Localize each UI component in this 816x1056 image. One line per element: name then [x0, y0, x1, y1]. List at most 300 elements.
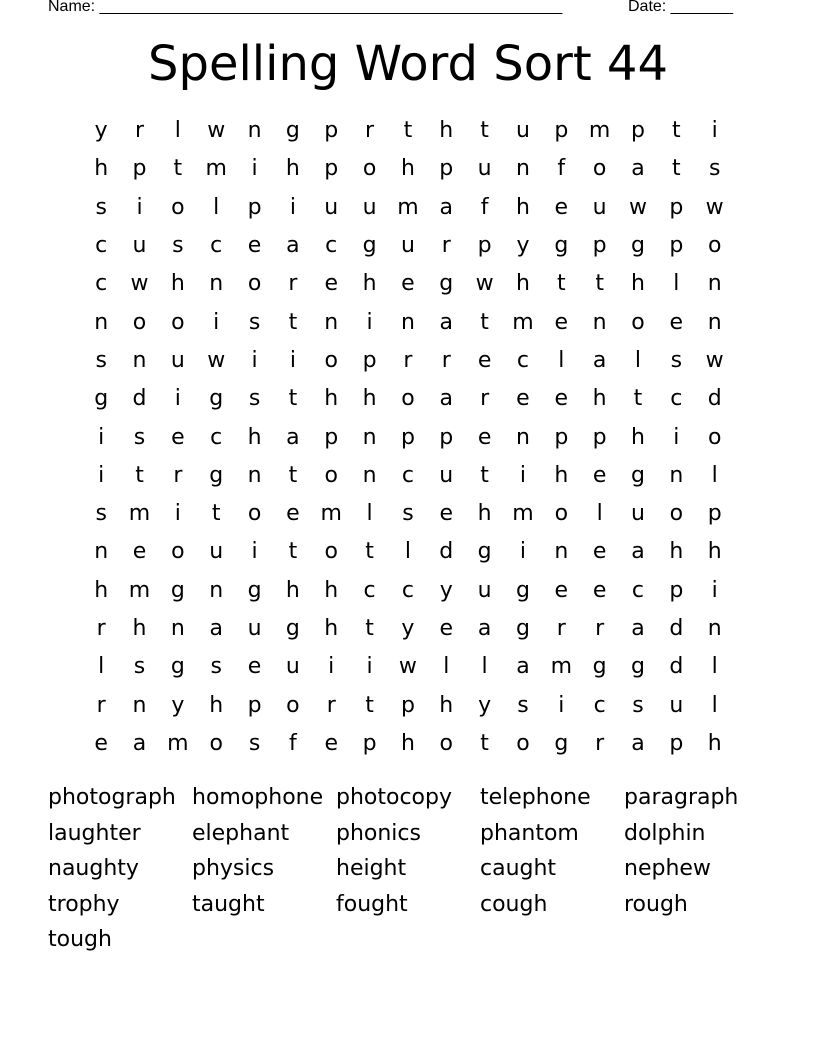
grid-letter: p — [669, 577, 684, 603]
grid-letter: s — [95, 347, 107, 373]
grid-letter: y — [516, 233, 530, 259]
grid-letter: w — [398, 654, 417, 680]
grid-letter: n — [515, 424, 530, 450]
grid-letter: p — [400, 424, 415, 450]
grid-letter: l — [213, 194, 220, 220]
grid-letter: h — [631, 424, 645, 450]
grid-letter: g — [439, 271, 454, 297]
grid-letter: e — [592, 539, 607, 565]
grid-letter: y — [171, 692, 185, 718]
grid-letter: o — [286, 692, 300, 718]
grid-letter: p — [362, 730, 377, 756]
grid-letter: e — [592, 577, 607, 603]
grid-letter: n — [324, 309, 339, 335]
grid-letter: o — [209, 730, 223, 756]
grid-letter: t — [173, 156, 183, 182]
date-field-line: Date: _______ — [628, 0, 733, 15]
grid-letter: i — [251, 539, 258, 565]
grid-letter: s — [172, 233, 184, 259]
grid-letter: r — [134, 118, 145, 144]
grid-letter: g — [592, 654, 607, 680]
grid-letter: t — [556, 271, 566, 297]
grid-letter: h — [707, 539, 722, 565]
grid-letter: u — [132, 233, 147, 259]
grid-letter: u — [515, 118, 530, 144]
grid-letter: o — [707, 233, 722, 259]
grid-letter: u — [324, 194, 339, 220]
page-title: Spelling Word Sort 44 — [148, 36, 668, 92]
grid-letter: n — [515, 156, 530, 182]
grid-letter: h — [592, 386, 607, 412]
grid-letter: c — [516, 347, 529, 373]
word-list-item: caught — [480, 856, 557, 882]
grid-letter: m — [588, 118, 611, 144]
grid-letter: i — [174, 386, 181, 412]
grid-letter: g — [170, 577, 185, 603]
grid-letter: h — [247, 424, 262, 450]
grid-letter: l — [596, 501, 603, 527]
grid-letter: s — [133, 424, 146, 450]
grid-letter: p — [324, 118, 339, 144]
grid-letter: c — [593, 692, 606, 718]
word-list-item: fought — [336, 891, 408, 917]
grid-letter: s — [248, 386, 261, 412]
grid-row — [82, 457, 734, 495]
grid-letter: o — [171, 539, 185, 565]
grid-letter: h — [132, 616, 147, 641]
grid-letter: e — [324, 730, 338, 756]
grid-letter: h — [209, 692, 224, 718]
grid-letter: l — [98, 654, 105, 680]
grid-letter: h — [669, 539, 684, 565]
grid-letter: a — [631, 539, 645, 565]
grid-row — [82, 572, 734, 610]
grid-letter: e — [286, 501, 300, 527]
grid-letter: m — [205, 156, 227, 182]
grid-letter: m — [512, 501, 534, 527]
grid-letter: o — [171, 194, 185, 220]
grid-letter: e — [516, 386, 530, 412]
grid-letter: h — [362, 271, 377, 297]
grid-letter: n — [94, 539, 109, 565]
grid-letter: l — [634, 347, 642, 373]
grid-letter: a — [286, 424, 300, 450]
grid-letter: c — [210, 233, 223, 259]
grid-letter: u — [477, 156, 492, 182]
grid-letter: r — [173, 462, 183, 488]
word-list — [48, 780, 768, 958]
grid-letter: t — [672, 118, 681, 144]
grid-letter: r — [595, 730, 605, 756]
word-list-item: laughter — [48, 820, 141, 846]
grid-letter: e — [247, 233, 262, 259]
word-list-item: photocopy — [336, 785, 452, 811]
grid-letter: h — [324, 386, 339, 412]
grid-letter: h — [94, 156, 109, 182]
grid-letter: c — [95, 271, 108, 297]
grid-letter: h — [400, 730, 415, 756]
grid-letter: p — [400, 692, 415, 718]
grid-letter: p — [362, 347, 377, 373]
grid-letter: e — [171, 424, 185, 450]
grid-letter: o — [516, 730, 530, 756]
grid-letter: o — [707, 424, 722, 450]
grid-letter: o — [247, 501, 262, 527]
grid-letter: i — [98, 424, 105, 450]
grid-letter: t — [211, 501, 221, 527]
grid-letter: n — [247, 462, 262, 488]
word-row — [48, 851, 768, 887]
grid-letter: p — [477, 233, 492, 259]
grid-letter: g — [285, 616, 300, 641]
grid-letter: i — [366, 309, 373, 335]
grid-letter: e — [554, 194, 569, 220]
grid-letter: p — [439, 156, 454, 182]
grid-letter: l — [404, 539, 411, 565]
grid-letter: a — [286, 233, 300, 259]
grid-letter: u — [170, 347, 185, 373]
grid-letter: e — [669, 309, 684, 335]
grid-letter: h — [324, 616, 339, 641]
grid-letter: y — [439, 577, 453, 603]
grid-letter: c — [670, 386, 683, 412]
grid-row — [82, 227, 734, 265]
grid-letter: a — [209, 616, 223, 641]
grid-letter: u — [439, 462, 454, 488]
grid-letter: t — [480, 309, 489, 335]
grid-letter: w — [705, 347, 724, 373]
grid-letter: o — [324, 539, 338, 565]
grid-letter: t — [288, 386, 298, 412]
word-row — [48, 887, 768, 923]
grid-letter: l — [711, 462, 718, 488]
word-list-item: taught — [192, 891, 265, 917]
grid-letter: s — [517, 692, 529, 718]
grid-letter: e — [94, 730, 108, 756]
grid-letter: l — [174, 118, 181, 144]
grid-letter: h — [439, 692, 454, 718]
word-list-item: naughty — [48, 856, 139, 882]
word-list-item: trophy — [48, 891, 120, 917]
grid-letter: g — [515, 577, 530, 603]
grid-row — [82, 380, 734, 418]
grid-letter: u — [477, 577, 492, 603]
grid-letter: t — [480, 118, 489, 144]
grid-letter: c — [401, 577, 414, 603]
grid-letter: i — [251, 156, 258, 182]
grid-letter: i — [673, 424, 680, 450]
grid-letter: h — [94, 577, 109, 603]
grid-letter: a — [132, 730, 147, 756]
grid-letter: u — [285, 654, 300, 680]
grid-letter: e — [592, 462, 607, 488]
grid-letter: e — [401, 271, 415, 297]
grid-letter: e — [477, 347, 492, 373]
grid-letter: m — [512, 309, 534, 335]
word-list-item: phonics — [336, 820, 421, 846]
grid-letter: r — [441, 233, 451, 259]
grid-letter: a — [439, 309, 453, 335]
grid-letter: r — [96, 692, 106, 718]
grid-letter: g — [285, 118, 300, 144]
grid-row — [82, 495, 734, 533]
grid-letter: n — [209, 271, 224, 297]
grid-letter: r — [480, 386, 490, 412]
grid-letter: u — [592, 194, 607, 220]
grid-letter: w — [207, 118, 226, 144]
grid-letter: s — [210, 654, 222, 680]
grid-letter: t — [480, 730, 489, 756]
grid-letter: e — [132, 539, 147, 565]
grid-row — [82, 265, 734, 303]
grid-letter: w — [130, 271, 149, 297]
grid-letter: t — [365, 692, 374, 718]
grid-letter: n — [669, 462, 684, 488]
grid-letter: o — [592, 156, 607, 182]
grid-letter: r — [441, 347, 451, 373]
grid-letter: s — [402, 501, 414, 527]
grid-letter: e — [554, 309, 569, 335]
grid-letter: m — [320, 501, 342, 527]
grid-letter: d — [669, 654, 684, 680]
grid-letter: s — [95, 194, 107, 220]
grid-letter: i — [213, 309, 220, 335]
grid-letter: i — [519, 462, 527, 488]
grid-letter: p — [592, 233, 607, 259]
grid-letter: w — [628, 194, 647, 220]
grid-letter: p — [324, 156, 339, 182]
grid-letter: o — [324, 462, 338, 488]
grid-letter: d — [707, 386, 722, 412]
grid-letter: y — [401, 616, 415, 641]
grid-letter: g — [554, 233, 569, 259]
grid-letter: i — [98, 462, 105, 488]
grid-letter: t — [288, 462, 298, 488]
grid-letter: m — [128, 577, 151, 603]
grid-letter: a — [439, 194, 453, 220]
grid-letter: i — [366, 654, 373, 680]
grid-letter: g — [477, 539, 492, 565]
grid-letter: e — [554, 386, 569, 412]
grid-row — [82, 418, 734, 456]
grid-letter: c — [95, 233, 108, 259]
grid-row — [82, 303, 734, 341]
grid-letter: p — [707, 501, 722, 527]
grid-row — [82, 725, 734, 763]
grid-letter: t — [403, 118, 413, 144]
grid-letter: d — [669, 616, 684, 641]
grid-letter: u — [209, 539, 224, 565]
grid-letter: r — [556, 616, 566, 641]
grid-letter: e — [247, 654, 262, 680]
grid-letter: o — [554, 501, 569, 527]
grid-letter: r — [96, 616, 106, 641]
grid-letter: g — [554, 730, 569, 756]
letter-grid — [82, 112, 734, 763]
grid-letter: o — [324, 347, 338, 373]
grid-letter: d — [439, 539, 454, 565]
word-list-item: homophone — [192, 785, 324, 811]
grid-letter: p — [554, 424, 569, 450]
grid-letter: u — [631, 501, 645, 527]
grid-letter: o — [171, 309, 185, 335]
grid-letter: g — [209, 462, 224, 488]
grid-letter: i — [519, 539, 527, 565]
grid-letter: p — [631, 118, 645, 144]
grid-letter: h — [477, 501, 492, 527]
word-list-item: physics — [192, 856, 275, 882]
grid-letter: p — [132, 156, 147, 182]
grid-letter: p — [439, 424, 454, 450]
grid-letter: g — [631, 233, 645, 259]
grid-letter: u — [247, 616, 262, 641]
word-list-item: tough — [48, 927, 112, 953]
grid-letter: i — [174, 501, 181, 527]
word-list-item: elephant — [192, 820, 290, 846]
word-row — [48, 922, 768, 958]
grid-letter: i — [289, 347, 296, 373]
grid-letter: n — [362, 462, 377, 488]
grid-letter: l — [366, 501, 373, 527]
grid-letter: t — [480, 462, 489, 488]
grid-letter: h — [324, 577, 339, 603]
grid-letter: n — [247, 118, 262, 144]
grid-row — [82, 686, 734, 724]
grid-letter: p — [554, 118, 569, 144]
grid-row — [82, 648, 734, 686]
grid-letter: m — [167, 730, 189, 756]
grid-letter: t — [365, 616, 374, 641]
grid-letter: n — [707, 309, 722, 335]
word-list-item: photograph — [48, 785, 176, 811]
grid-letter: h — [515, 271, 530, 297]
grid-letter: n — [209, 577, 224, 603]
grid-letter: s — [133, 654, 146, 680]
grid-letter: t — [365, 539, 374, 565]
grid-letter: f — [557, 156, 566, 182]
grid-letter: l — [481, 654, 488, 680]
grid-letter: o — [362, 156, 377, 182]
grid-letter: a — [516, 654, 530, 680]
grid-letter: c — [631, 577, 645, 603]
grid-letter: p — [247, 194, 262, 220]
grid-row — [82, 533, 734, 571]
grid-letter: l — [558, 347, 565, 373]
grid-letter: a — [631, 156, 645, 182]
grid-letter: n — [94, 309, 109, 335]
grid-letter: a — [592, 347, 607, 373]
grid-letter: d — [132, 386, 147, 412]
grid-row — [82, 150, 734, 188]
grid-letter: f — [480, 194, 489, 220]
grid-letter: w — [475, 271, 494, 297]
grid-letter: n — [707, 616, 722, 641]
grid-letter: l — [711, 654, 718, 680]
name-field-line: Name: ____________________________________________________ — [48, 0, 563, 15]
word-list-item: phantom — [480, 820, 579, 846]
grid-letter: p — [324, 424, 339, 450]
grid-letter: t — [135, 462, 144, 488]
grid-letter: e — [477, 424, 492, 450]
grid-letter: h — [400, 156, 415, 182]
grid-letter: e — [439, 616, 454, 641]
grid-letter: w — [705, 194, 724, 220]
grid-letter: r — [365, 118, 375, 144]
grid-letter: i — [328, 654, 335, 680]
grid-letter: i — [711, 577, 718, 603]
grid-letter: y — [94, 118, 108, 144]
grid-letter: t — [595, 271, 604, 297]
grid-letter: u — [669, 692, 684, 718]
grid-letter: o — [439, 730, 453, 756]
grid-row — [82, 112, 734, 150]
grid-letter: g — [209, 386, 224, 412]
grid-letter: s — [248, 309, 261, 335]
grid-letter: a — [477, 616, 492, 641]
grid-letter: r — [288, 271, 298, 297]
grid-letter: n — [132, 692, 147, 718]
grid-letter: e — [554, 577, 569, 603]
grid-row — [82, 189, 734, 227]
grid-letter: h — [439, 118, 454, 144]
grid-row — [82, 342, 734, 380]
grid-letter: p — [669, 194, 684, 220]
grid-letter: u — [400, 233, 415, 259]
grid-letter: c — [210, 424, 223, 450]
grid-letter: n — [132, 347, 147, 373]
grid-letter: p — [669, 730, 684, 756]
grid-letter: h — [515, 194, 530, 220]
grid-letter: h — [362, 386, 377, 412]
grid-letter: p — [669, 233, 684, 259]
grid-letter: h — [285, 156, 300, 182]
grid-letter: s — [670, 347, 683, 373]
word-list-item: nephew — [624, 856, 711, 882]
grid-letter: g — [631, 462, 645, 488]
grid-letter: r — [326, 692, 336, 718]
grid-letter: f — [289, 730, 297, 756]
grid-letter: o — [132, 309, 147, 335]
grid-letter: s — [632, 692, 644, 718]
grid-letter: i — [289, 194, 296, 220]
grid-letter: o — [247, 271, 262, 297]
grid-letter: m — [550, 654, 573, 680]
grid-letter: e — [439, 501, 454, 527]
word-row — [48, 780, 768, 816]
grid-letter: h — [631, 271, 645, 297]
grid-letter: g — [631, 654, 645, 680]
word-list-item: paragraph — [624, 785, 739, 811]
grid-letter: n — [592, 309, 607, 335]
grid-letter: l — [673, 271, 680, 297]
grid-letter: m — [397, 194, 419, 220]
grid-letter: i — [136, 194, 143, 220]
word-list-item: dolphin — [624, 820, 706, 846]
grid-letter: w — [207, 347, 226, 373]
grid-letter: n — [170, 616, 185, 641]
grid-letter: i — [558, 692, 565, 718]
grid-letter: t — [288, 539, 298, 565]
grid-letter: t — [633, 386, 643, 412]
grid-letter: n — [362, 424, 377, 450]
grid-letter: s — [95, 501, 107, 527]
grid-letter: t — [672, 156, 681, 182]
grid-letter: l — [711, 692, 718, 718]
grid-letter: a — [439, 386, 453, 412]
grid-letter: i — [251, 347, 258, 373]
grid-letter: t — [288, 309, 298, 335]
grid-letter: e — [324, 271, 338, 297]
